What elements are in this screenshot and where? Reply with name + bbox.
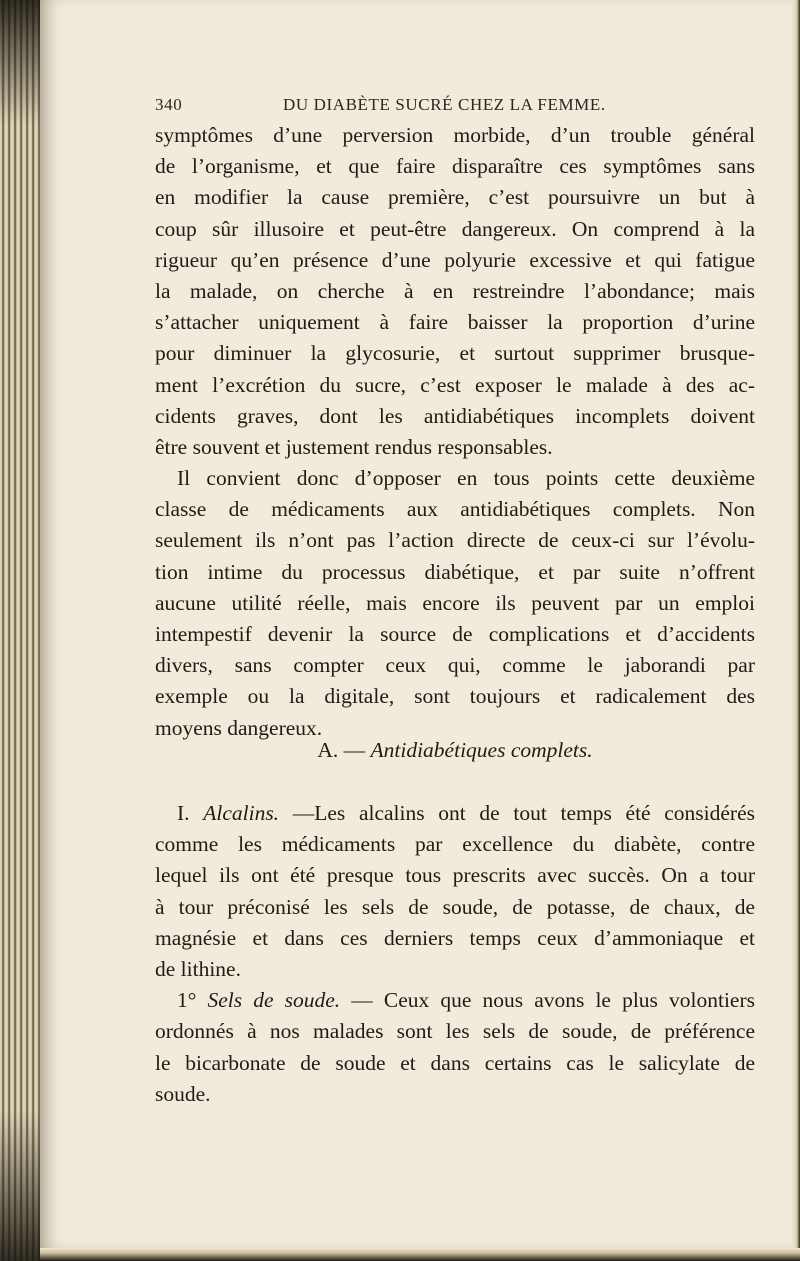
text-line: à tour préconisé les sels de soude, de potasse, de chaux, de [155, 894, 755, 919]
text-line: classe de médicaments aux antidiabétiques complets. Non [155, 497, 755, 522]
text-line: ment l’excrétion du sucre, c’est exposer le malade à des ac- [155, 372, 755, 397]
text-line: intempestif devenir la source de complications et d’accidents [155, 622, 755, 646]
text-line: de lithine. [155, 956, 241, 981]
text-line: magnésie et dans ces derniers temps ceux d’ammoniaque et [155, 925, 755, 950]
text-line: seulement ils n’ont pas l’action directe de ceux-ci sur l’évolu- [155, 528, 755, 553]
text-line: la malade, on cherche à en restreindre l’abondance; mais [155, 278, 755, 303]
text-line: ordonnés à nos malades sont les sels de soude, de préférence [155, 1019, 755, 1044]
text-line: pour diminuer la glycosurie, et surtout supprimer brusque- [155, 341, 755, 366]
text-line: divers, sans compter ceux qui, comme le jaborandi par [155, 653, 755, 678]
text-line [155, 798, 755, 829]
section-heading [155, 738, 755, 763]
item-label: I. [177, 801, 190, 825]
item-label-italic: Sels de soude. [207, 988, 341, 1013]
text-line [155, 985, 755, 1016]
text-line: comme les médicaments par excellence du diabète, contre [155, 832, 755, 857]
running-title: DU DIABÈTE SUCRÉ CHEZ LA FEMME. [283, 95, 606, 114]
section-letter: A. — [317, 738, 366, 762]
item-label-italic: Alcalins. [203, 801, 280, 825]
item-text: —Les alcalins ont de tout temps été considérés [292, 801, 755, 825]
text-line: aucune utilité réelle, mais encore ils peuvent par un emploi [155, 590, 755, 615]
page-bottom-edge [40, 1248, 800, 1261]
text-line: être souvent et justement rendus responsables. [155, 434, 553, 459]
page-number: 340 [155, 95, 183, 114]
item-label: 1° [177, 988, 197, 1013]
text-line: Il convient donc d’opposer en tous points cette deuxième [177, 466, 755, 491]
text-line: exemple ou la digitale, sont toujours et radicalement des [155, 684, 755, 709]
text-line: de l’organisme, et que faire disparaître ces symptômes sans [155, 154, 755, 179]
text-line: s’attacher uniquement à faire baisser la proportion d’urine [155, 310, 755, 335]
section-body [155, 798, 755, 1110]
text-line: le bicarbonate de soude et dans certains cas le salicylate de [155, 1050, 755, 1075]
text-line: cidents graves, dont les antidiabétiques incomplets doivent [155, 403, 755, 428]
text-line: moyens dangereux. [155, 715, 323, 740]
text-line: lequel ils ont été presque tous prescrits avec succès. On a tour [155, 863, 755, 888]
page-right-edge [792, 0, 800, 1261]
paragraph-4 [155, 985, 755, 1110]
text-line: en modifier la cause première, c’est poursuivre un but à [155, 185, 755, 210]
section-title: Antidiabétiques complets. [370, 738, 593, 762]
paragraph-2 [155, 463, 755, 744]
paragraph-3 [155, 798, 755, 985]
text-line: soude. [155, 1081, 211, 1106]
item-text: — Ceux que nous avons le plus volontiers [351, 988, 756, 1013]
text-line: tion intime du processus diabétique, et par suite n’offrent [155, 559, 755, 584]
body-text [155, 120, 755, 744]
text-line: symptômes d’une perversion morbide, d’un trouble général [155, 123, 755, 147]
text-line: rigueur qu’en présence d’une polyurie excessive et qui fatigue [155, 247, 755, 272]
text-line: coup sûr illusoire et peut-être dangereux. On comprend à la [155, 216, 755, 241]
binding-shadow [0, 0, 40, 1261]
paragraph-1 [155, 120, 755, 463]
